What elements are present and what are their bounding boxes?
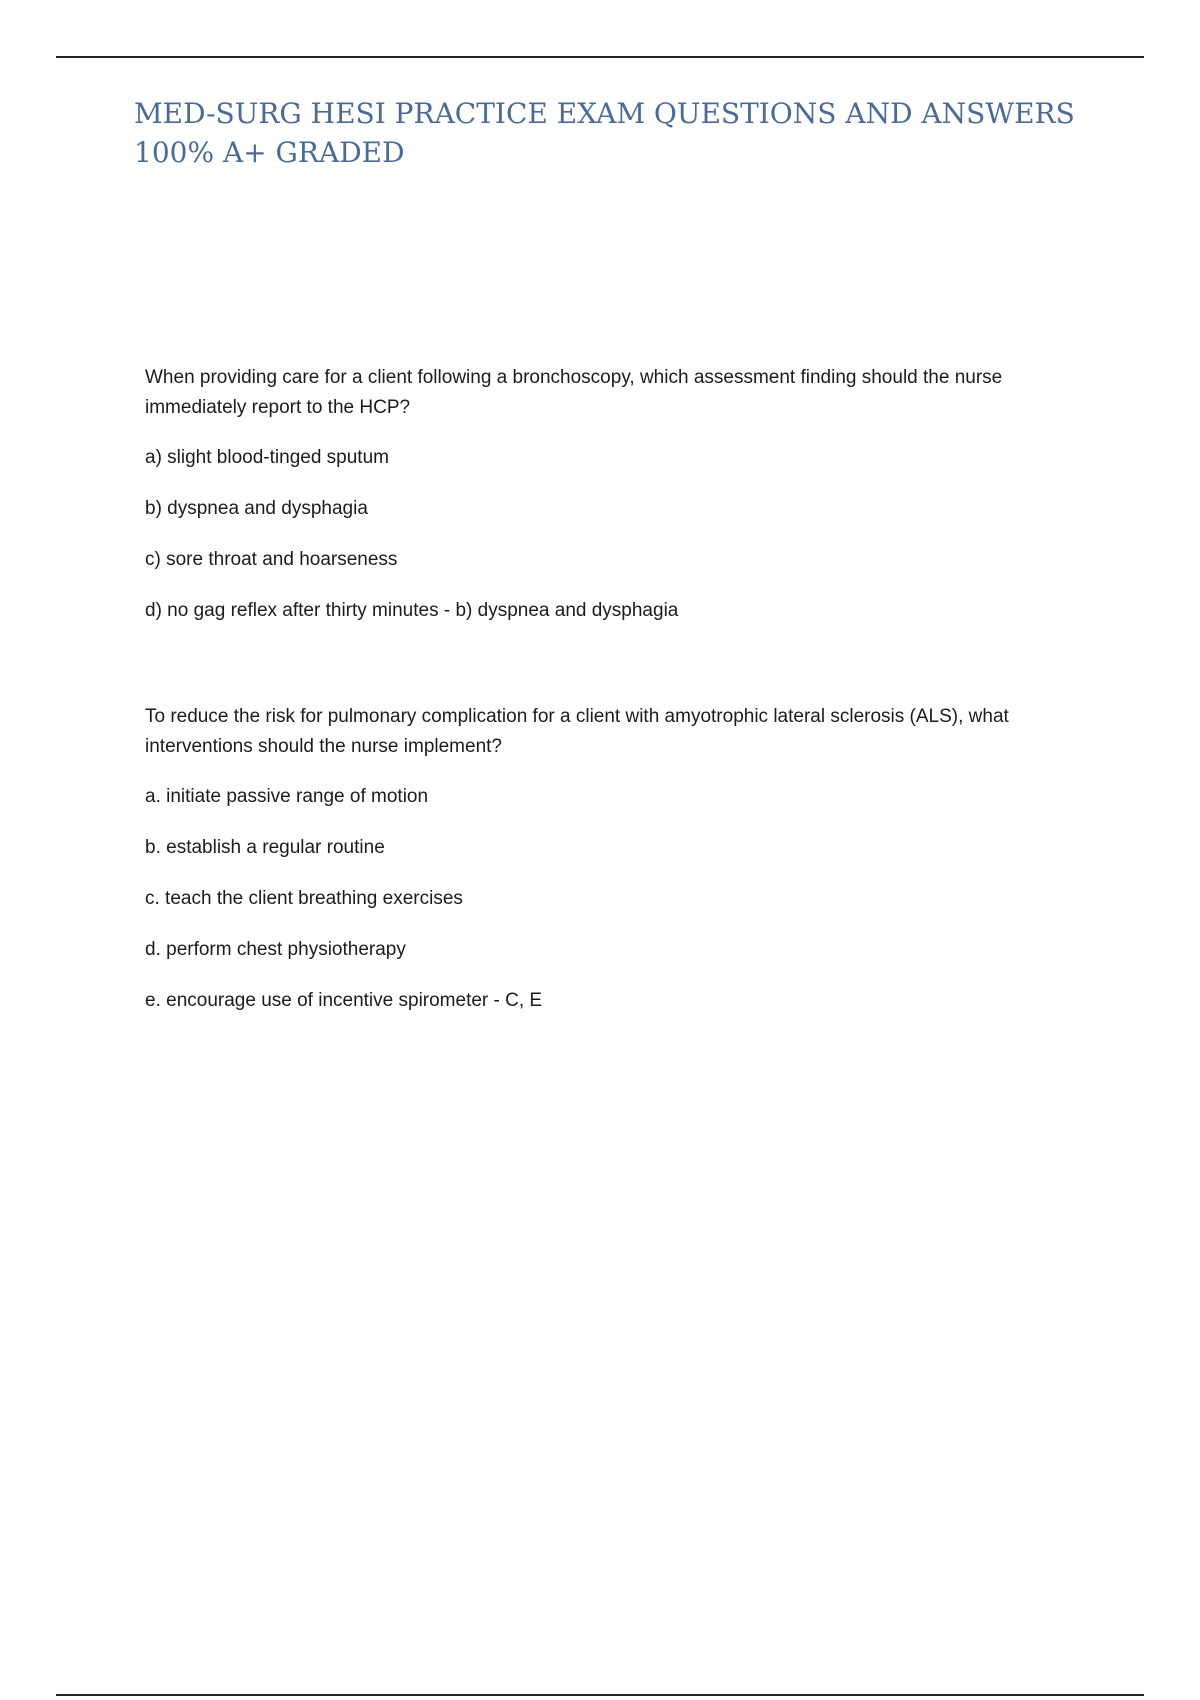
answer-option: b. establish a regular routine xyxy=(145,837,385,858)
answer-option: c) sore throat and hoarseness xyxy=(145,549,398,570)
answer-option: d) no gag reflex after thirty minutes - b) dyspnea and dysphagia xyxy=(145,600,679,621)
question-text: To reduce the risk for pulmonary complication for a client with amyotrophic lateral sclerosis (ALS), what interventions should the nurse implement? xyxy=(145,706,1009,757)
answer-option: a) slight blood-tinged sputum xyxy=(145,447,389,468)
question-block-2 xyxy=(145,702,1085,1037)
answer-option: e. encourage use of incentive spirometer - C, E xyxy=(145,990,543,1011)
answer-option: d. perform chest physiotherapy xyxy=(145,939,406,960)
answer-option: c. teach the client breathing exercises xyxy=(145,888,463,909)
document-title: MED-SURG HESI PRACTICE EXAM QUESTIONS AND ANSWERS 100% A+ GRADED xyxy=(134,97,1075,169)
question-text: When providing care for a client following a bronchoscopy, which assessment finding should the nurse immediately report to the HCP? xyxy=(145,367,1003,418)
footer-rule xyxy=(56,1694,1144,1696)
answer-option: a. initiate passive range of motion xyxy=(145,786,429,807)
question-block-1 xyxy=(145,363,1085,647)
answer-option: b) dyspnea and dysphagia xyxy=(145,498,368,519)
header-rule xyxy=(56,56,1144,58)
